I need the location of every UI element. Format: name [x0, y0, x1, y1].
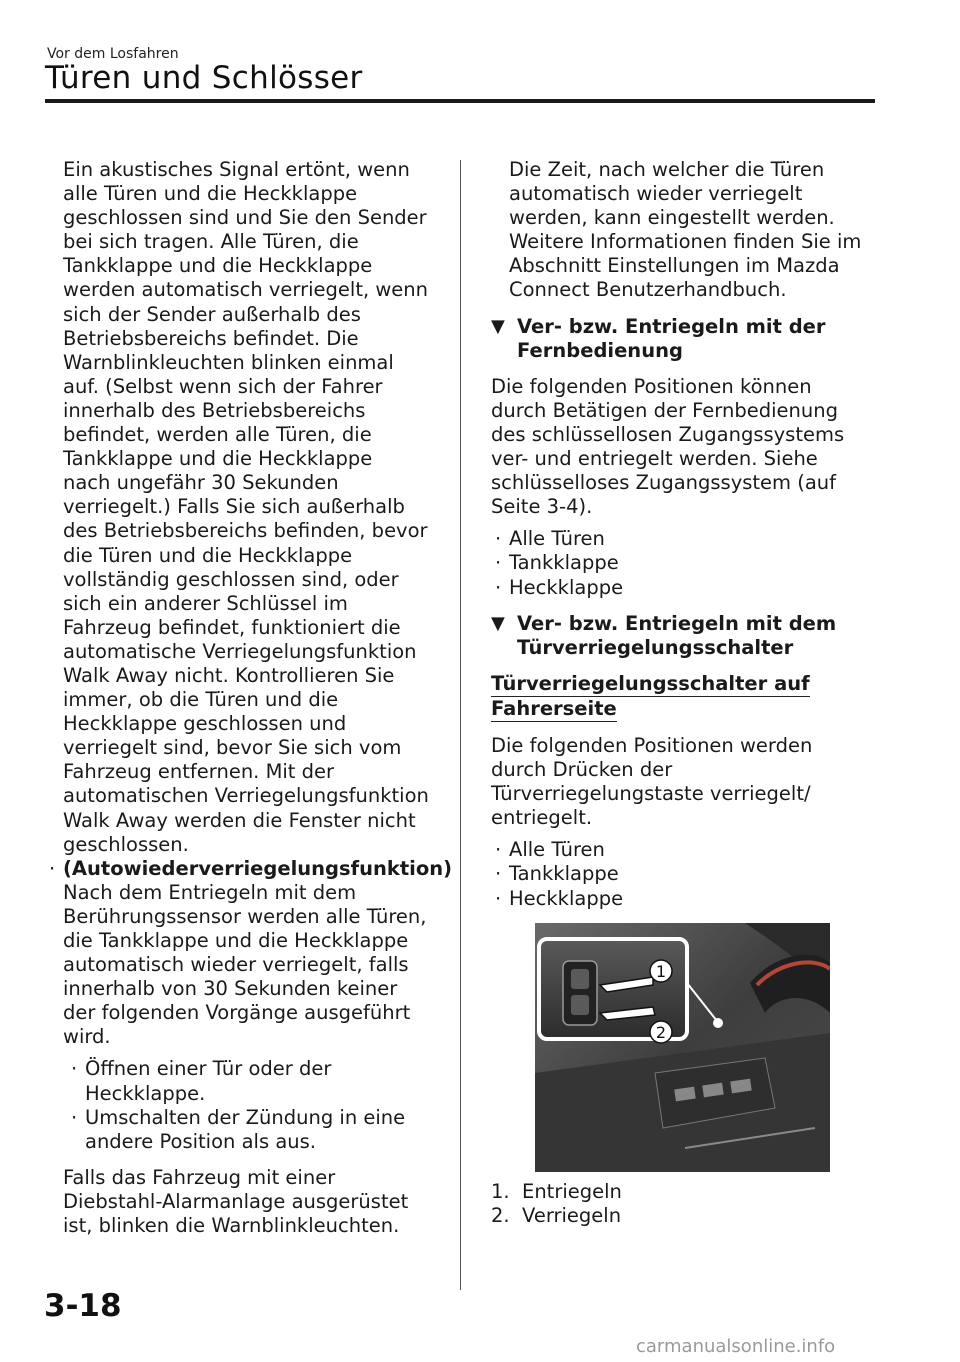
text-line: nach ungefähr 30 Sekunden — [63, 471, 339, 495]
watermark: carmanualsonline.info — [636, 1336, 836, 1357]
text-line: verriegelt sind, bevor Sie sich vom — [63, 736, 402, 760]
text-line: des schlüssellosen Zugangssystems — [491, 422, 845, 446]
column-divider — [460, 160, 461, 1290]
left-column — [49, 158, 453, 1238]
heading-door-switch — [491, 612, 891, 660]
heading-remote — [491, 315, 891, 363]
text-line: Die folgenden Positionen können — [491, 374, 812, 398]
paragraph-alarm — [49, 1166, 449, 1238]
heading-line: Ver- bzw. Entriegeln mit der — [517, 314, 826, 338]
bullet-auto-relock — [49, 856, 453, 1050]
heading-line: Fernbedienung — [517, 338, 683, 362]
door-lock-switch-figure — [535, 923, 830, 1172]
list-item — [491, 551, 891, 575]
paragraph-walk-away — [49, 158, 449, 857]
lock-button — [571, 995, 589, 1015]
text-line: werden automatisch verriegelt, wenn — [63, 278, 429, 302]
text-line: die Türen und die Heckklappe — [63, 543, 353, 567]
text-line: befindet, werden alle Türen, die — [63, 423, 372, 447]
text-line: ver- und entriegelt werden. Siehe — [491, 447, 818, 471]
caption-row — [491, 1204, 891, 1228]
callout-2-label: 2 — [655, 1022, 667, 1042]
list-item — [491, 862, 891, 886]
text-line: durch Betätigen der Fernbedienung — [491, 398, 838, 422]
text-line: Berührungssensor werden alle Türen, — [63, 904, 427, 928]
sub-bullet-open-door — [49, 1057, 449, 1105]
text-line: bei sich tragen. Alle Türen, die — [63, 230, 359, 254]
text-line: Die folgenden Positionen werden — [491, 733, 813, 757]
text-line: immer, ob die Türen und die — [63, 688, 339, 712]
text-line: Diebstahl-Alarmanlage ausgerüstet — [63, 1189, 409, 1213]
bullet-dot: · — [71, 1105, 78, 1129]
list-item — [491, 576, 891, 600]
header-rule — [45, 99, 875, 103]
text-line: Heckklappe geschlossen und — [63, 712, 347, 736]
list-item — [491, 838, 891, 862]
text-line: wird. — [63, 1025, 111, 1049]
list-item — [491, 527, 891, 551]
bullet-title: (Autowiederverriegelungsfunktion) — [63, 856, 453, 880]
text-line: Walk Away nicht. Kontrollieren Sie — [63, 663, 395, 687]
paragraph-door-switch — [491, 734, 891, 830]
text-line: auf. (Selbst wenn sich der Fahrer — [63, 374, 383, 398]
subheading-line: Türverriegelungsschalter auf — [491, 672, 810, 697]
paragraph-remote — [491, 375, 891, 520]
text-line: durch Drücken der — [491, 758, 673, 782]
text-line: Falls das Fahrzeug mit einer — [63, 1165, 336, 1189]
unlock-button — [571, 969, 589, 989]
text-line: Tankklappe und die Heckklappe — [63, 254, 373, 278]
caption-text: Verriegeln — [522, 1203, 622, 1227]
door-panel-illustration — [535, 923, 830, 1172]
bullet-dot: · — [495, 886, 502, 910]
list-remote-positions — [491, 527, 891, 599]
text-line: Betriebsbereichs befindet. Die — [63, 326, 359, 350]
text-line: ist, blinken die Warnblinkleuchten. — [63, 1214, 400, 1238]
text-line: werden, kann eingestellt werden. — [509, 206, 835, 230]
text-line: Warnblinkleuchten blinken einmal — [63, 350, 394, 374]
header-section-label: Vor dem Losfahren — [47, 46, 179, 62]
text-line: Connect Benutzerhandbuch. — [509, 278, 787, 302]
sub-bullet-ignition — [49, 1106, 449, 1154]
heading-line: Ver- bzw. Entriegeln mit dem — [517, 611, 837, 635]
caption-row — [491, 1180, 891, 1204]
bullet-dot: · — [495, 575, 502, 599]
text-line: innerhalb von 30 Sekunden keiner — [63, 977, 398, 1001]
text-line: sich ein anderer Schlüssel im — [63, 591, 348, 615]
heading-line: Türverriegelungsschalter — [517, 635, 794, 659]
triangle-down-icon: ▼ — [491, 612, 505, 634]
list-item-text: Tankklappe — [509, 551, 619, 575]
text-line: Ein akustisches Signal ertönt, wenn — [63, 158, 410, 181]
text-line: des Betriebsbereichs befinden, bevor — [63, 519, 428, 543]
callout-1-label: 1 — [655, 961, 667, 981]
text-line: sich der Sender außerhalb des — [63, 302, 361, 326]
bullet-dot: · — [71, 1057, 78, 1081]
page-number: 3-18 — [44, 1288, 122, 1324]
caption-number: 2. — [491, 1203, 510, 1227]
inset-pointer-dot — [713, 1018, 723, 1028]
list-item-text: Alle Türen — [509, 527, 605, 551]
bullet-dot: · — [49, 856, 56, 880]
text-line: vollständig geschlossen sind, oder — [63, 567, 399, 591]
right-column — [491, 158, 891, 1228]
list-switch-positions — [491, 838, 891, 910]
text-line: Weitere Informationen finden Sie im — [509, 230, 862, 254]
triangle-down-icon: ▼ — [491, 315, 505, 337]
bullet-dot: · — [495, 838, 502, 862]
text-line: Fahrzeug befindet, funktioniert die — [63, 615, 401, 639]
text-line: die Tankklappe und die Heckklappe — [63, 929, 409, 952]
text-line: der folgenden Vorgänge ausgeführt — [63, 1001, 411, 1025]
text-line: Tankklappe und die Heckklappe — [63, 447, 373, 471]
text-line: geschlossen. — [63, 832, 189, 856]
text-line: Öffnen einer Tür oder der — [85, 1057, 332, 1081]
text-line: innerhalb des Betriebsbereichs — [63, 398, 366, 422]
text-line: geschlossen sind und Sie den Sender — [63, 206, 427, 230]
text-line: Walk Away werden die Fenster nicht — [63, 808, 416, 832]
text-line: Seite 3-4). — [491, 495, 593, 519]
page-title: Türen und Schlösser — [45, 60, 363, 96]
text-line: Heckklappe. — [85, 1081, 206, 1105]
bullet-dot: · — [495, 862, 502, 886]
list-item — [491, 887, 891, 911]
text-line: automatische Verriegelungsfunktion — [63, 639, 417, 663]
text-line: Türverriegelungstaste verriegelt/ — [491, 782, 811, 806]
list-item-text: Heckklappe — [509, 575, 624, 599]
caption-text: Entriegeln — [522, 1179, 622, 1203]
bullet-dot: · — [495, 527, 502, 551]
text-line: Die Zeit, nach welcher die Türen — [509, 158, 825, 181]
subheading-line: Fahrerseite — [491, 697, 617, 722]
text-line: Umschalten der Zündung in eine — [85, 1105, 406, 1129]
text-line: automatisch wieder verriegelt, falls — [63, 953, 409, 977]
list-item-text: Tankklappe — [509, 862, 619, 886]
text-line: entriegelt. — [491, 806, 593, 830]
text-line: Nach dem Entriegeln mit dem — [63, 880, 357, 904]
list-item-text: Heckklappe — [509, 886, 624, 910]
text-line: Fahrzeug entfernen. Mit der — [63, 760, 335, 784]
text-line: andere Position als aus. — [85, 1129, 316, 1153]
bullet-dot: · — [495, 551, 502, 575]
subheading-driver-side — [491, 672, 891, 722]
figure-captions — [491, 1180, 891, 1228]
text-line: automatisch wieder verriegelt — [509, 182, 803, 206]
text-line: schlüsselloses Zugangssystem (auf — [491, 471, 837, 495]
caption-number: 1. — [491, 1179, 510, 1203]
text-line: verriegelt.) Falls Sie sich außerhalb — [63, 495, 405, 519]
text-line: automatischen Verriegelungsfunktion — [63, 784, 429, 808]
paragraph-relock-time — [491, 158, 891, 303]
text-line: alle Türen und die Heckklappe — [63, 182, 358, 206]
text-line: Abschnitt Einstellungen im Mazda — [509, 254, 840, 278]
list-item-text: Alle Türen — [509, 838, 605, 862]
